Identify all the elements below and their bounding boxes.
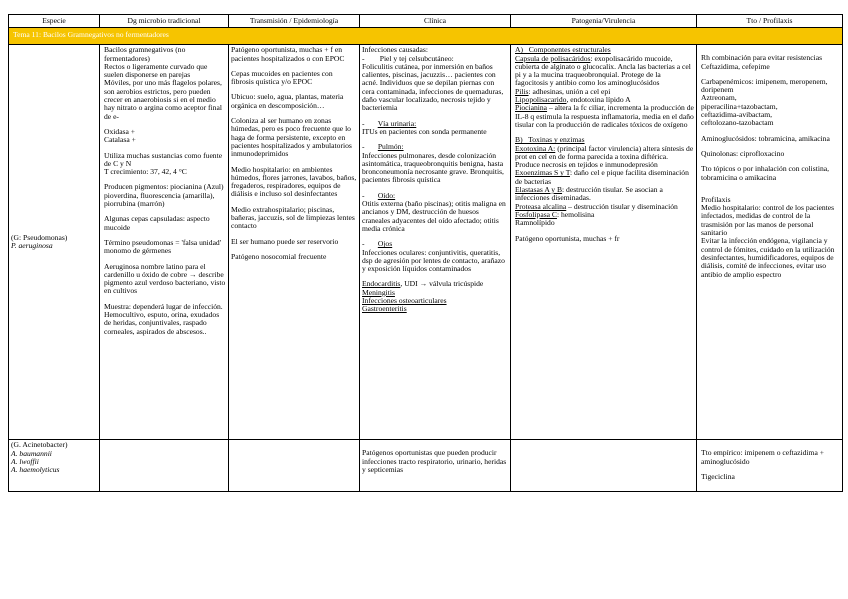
species-genus: (G: Pseudomonas): [11, 233, 68, 242]
tto-line: Medio hospitalario: control de los pacientes infectados, medidas de control de la trasmisión por las manos de personal sanitario: [701, 203, 836, 238]
pat-pilis-label: Pilis: [515, 86, 529, 96]
clin-oido: Otitis externa (baño piscinas); otitis maligna en ancianos y DM, destrucción de huesos craneales adyacentes del oído afectado; otitis media crónica: [362, 199, 508, 233]
pat-prot: – destrucción tisular y diseminación: [566, 201, 678, 211]
patogenia-cell: [511, 45, 697, 440]
pat-capsula: : exopolisacárido mucoide, cubierta de alginato o glucocalix. Ancla las bacterias a cel pi y a la mucina traqueobronquial. Protege de la fagocitosis y antibio como los aminoglucósidos: [515, 53, 693, 88]
species-cell: [9, 45, 100, 440]
clin-via-heading: - Vía urinaria:: [362, 118, 417, 128]
dg-line: Oxidasa +: [104, 126, 136, 136]
clin-osteo: Infecciones osteoarticulares: [362, 296, 447, 306]
trans-cell: [229, 45, 360, 440]
clin-endo-rest: , UDI → válvula tricúspide: [400, 279, 484, 289]
pat-exoS-line: [515, 169, 694, 186]
topic-title: Tema 11: Bacilos Gramnegativos no fermentadores: [9, 28, 843, 45]
header-clinica: Clínica: [360, 15, 511, 28]
pat-pio-line: [515, 104, 694, 129]
pat-elast-label: Elastasas A y B: [515, 185, 563, 195]
dg-text: [104, 46, 226, 336]
clin-men: Meningitis: [362, 287, 395, 297]
clin-pulm-label: Pulmón:: [377, 142, 404, 152]
trans-text: [231, 46, 357, 261]
clin-oido-heading: - Oído:: [362, 190, 396, 200]
table-row: [9, 45, 843, 440]
pat-end: Patógeno oportunista, muchas + fr: [515, 233, 620, 243]
clin-pulm-heading: - Pulmón:: [362, 142, 404, 152]
topic-row: [9, 28, 843, 45]
clin-ojos-heading: - Ojos: [362, 239, 393, 249]
pat-exoS: : daño cel e pique facilita diseminación de bacterias: [515, 168, 691, 186]
clin-via-label: Vía urinaria:: [377, 118, 417, 128]
trans-cell-2: [229, 440, 360, 492]
pat-exoS-label: Exoenzimas S y T: [515, 168, 570, 178]
pat-capsula-label: Capsula de polisacáridos: [515, 53, 591, 63]
trans-line: Patógeno oportunista, muchas + f en pacientes hospitalizados o con EPOC: [231, 45, 345, 63]
clin-oido-label: Oído:: [377, 190, 396, 200]
pat-exoA: (principal factor virulencia) altera síntesis de prot en cel en de forma parecida a toxina diftérica. Produce necrosis en tejidos e inmunodepresión: [515, 143, 696, 170]
clin-piel: Foliculitis cutánea, por inmersión en baños calientes, piscinas, jacuzzis… pacientes con acné. Individuos que se depilan piernas con cera contaminada, infecciones de quemaduras, daño vascular localizado, necrosis tejido y bacteriemia: [362, 61, 506, 113]
tto-line: Quinolonas: ciprofloxacino: [701, 148, 785, 158]
tto-line: ceftazidima-avibactam,: [701, 110, 773, 120]
pat-pilis: : adhesinas, unión a cel epi: [528, 86, 611, 96]
tto2-line: Tto empírico: imipenem o ceftazidima + aminoglucósido: [701, 448, 826, 466]
tto-line: Tto tópicos o por inhalación con colistina, tobramicina o amikacina: [701, 164, 831, 182]
clin-piel-heading: - Piel y tej celsubcutáneo:: [362, 53, 454, 63]
dg-cell-2: [100, 440, 229, 492]
dg-line: Algunas cepas capsuladas: aspecto mucoide: [104, 214, 212, 232]
trans-line: El ser humano puede ser reservorio: [231, 236, 339, 246]
dg-line: T crecimiento: 37, 42, 4 °C: [104, 167, 187, 177]
tto-text: [701, 54, 840, 279]
tto-line: Carbapenémicos: imipenem, meropenem, doripenem: [701, 76, 830, 95]
pat-capsula-line: [515, 55, 694, 88]
dg-cell: [100, 45, 229, 440]
tto-line: Rh combinación para evitar resistencias: [701, 53, 823, 63]
pat-b-title: B) Toxinas y enzimas: [515, 135, 585, 145]
dg-line: Rectos o ligeramente curvado que suelen disponerse en parejas: [104, 61, 210, 80]
tto-line: Profilaxis: [701, 194, 731, 204]
species-name-2a: A. baumannii: [11, 448, 52, 458]
pat-fosf-label: Fosfolipasa C: [515, 209, 557, 219]
dg-line: Bacilos gramnegativos (no fermentadores): [104, 45, 188, 63]
trans-line: Medio extrahospitalario; piscinas, bañeras, jaccuzis, sol de limpiezas lentes contacto: [231, 204, 357, 231]
species-name-2c: A. haemolyticus: [11, 465, 60, 475]
clin-2: Patógenos oportunistas que pueden producir infecciones tracto respiratorio, urinario, heridas y septicemias: [362, 448, 509, 474]
clinica-cell: [360, 45, 511, 440]
clin-ojos-label: Ojos: [377, 239, 393, 249]
dg-line: Utiliza muchas sustancias como fuente de C y N: [104, 150, 224, 168]
document-page: [8, 14, 842, 492]
header-row: [9, 15, 843, 28]
tto-line: [701, 182, 840, 189]
header-tto: Tto / Profilaxis: [697, 15, 843, 28]
tto-line: Evitar la infección endógena, vigilancia y control de fómites, cuidado en la utilización desinfectantes, humidificadores, equipos de diálisis, comité de infecciones, evitar uso antibio de amplio espectro: [701, 236, 837, 279]
pat-a-title: A) Componentes estructurales: [515, 45, 611, 55]
patogenia-cell-2: [511, 440, 697, 492]
trans-line: Patógeno nosocomial frecuente: [231, 251, 327, 261]
species-cell-2: [9, 440, 100, 492]
tto-cell-2: [697, 440, 843, 492]
clin-endo: Endocarditis: [362, 279, 401, 289]
pat-prot-label: Proteasa alcalina: [515, 201, 567, 211]
dg-line: Producen pigmentos: piocianina (Azul) pioverdina, fluorescencia (amarilla), piorrubina (marrón): [104, 182, 226, 209]
clin-piel-label: Piel y tej celsubcutáneo:: [379, 53, 454, 63]
tto-line: piperacilina+tazobactam,: [701, 101, 778, 111]
header-patogenia: Patogenia/Virulencia: [511, 15, 697, 28]
header-transmision: Transmisión / Epidemiología: [229, 15, 360, 28]
pat-elast-line: [515, 186, 694, 203]
header-especie: Especie: [9, 15, 100, 28]
trans-line: Medio hospitalario: en ambientes húmedos, flores jarrones, lavabos, baños, fregaderos, respiradores, equipos de diálisis e incluso sol desinfectantes: [231, 164, 359, 199]
clin-pulm: Infecciones pulmonares, desde colonización asintomática, traqueobronquitis benigna, hasta bronconeumonía necrosante grave. Bronquitis, pacientes fibrosis quística: [362, 150, 506, 185]
tto-line: Ceftazidima, cefepime: [701, 61, 770, 71]
species-name: P. aeruginosa: [11, 241, 53, 251]
pat-pio-label: Piocianina: [515, 103, 548, 113]
clin-ojos: Infecciones oculares: conjuntivitis, queratitis, dsp de agresión por lentes de contacto, arañazo y exposición líquidos contaminados: [362, 247, 507, 274]
pat-fosf: : hemolisina: [556, 209, 595, 219]
pat-lps: , endotoxina lípido A: [566, 95, 631, 105]
trans-line: Coloniza al ser humano en zonas húmedas, pero es poco frecuente que lo haga de forma persistente, excepto en pacientes hospitalizados y ambulatorios inmunodeprimidos: [231, 116, 354, 159]
dg-line: Móviles, por uno más flagelos polares, son aerobios estrictos, pero pueden crecer en anaerobiosis si en el medio hay nitrato o argina como aceptor final de e-: [104, 78, 224, 121]
dg-line: Muestra: dependerá lugar de infección. Hemocultivo, esputo, orina, exudados de heridas, conjuntivales, raspado corneales, aspirados de abscesos..: [104, 301, 225, 336]
tto-line: ceftolozano-tazobactam: [701, 118, 774, 128]
pathogen-table: [8, 14, 843, 492]
pat-elast: : destrucción tisular. Se asocian a infecciones diseminadas.: [515, 185, 665, 203]
clinica-cell-2: [360, 440, 511, 492]
tto2-text: [701, 449, 840, 481]
tto-cell: [697, 45, 843, 440]
clin-via: ITUs en pacientes con sonda permanente: [362, 126, 487, 136]
tto-line: Aztreonam,: [701, 93, 737, 103]
table-row: [9, 440, 843, 492]
clin-gastro: Gastroenteritis: [362, 304, 407, 314]
trans-line: Ubicuo: suelo, agua, plantas, materia orgánica en descomposición…: [231, 92, 346, 110]
pat-pio: – altera la fc ciliar, incrementa la producción de IL-8 q estimula la respuesta inflamatoria, media en el daño tisular con la producción de radicales tóxicos de oxígeno: [515, 103, 696, 129]
species-genus-2: (G. Acinetobacter): [11, 440, 68, 450]
pat-lps-label: Lipopolisacarido: [515, 95, 567, 105]
dg-line: Término pseudomonas = 'falsa unidad' monomo de gérmenes: [104, 237, 224, 256]
trans-line: Cepas mucoides en pacientes con fibrosis quística y/o EPOC: [231, 68, 335, 87]
species-name-2b: A. lwoffii: [11, 456, 39, 466]
tto2-line: Tigeciclina: [701, 471, 735, 481]
pat-exoA-label: Exotoxina A:: [515, 143, 556, 153]
dg-line: Catalasa +: [104, 135, 136, 145]
dg-line: Aeruginosa nombre latino para el cardenillo u óxido de cobre → describe pigmento azul verdoso bacteriano, visto en cultivos: [104, 261, 228, 296]
pat-ramno: Ramnolípido: [515, 218, 555, 228]
clin-intro: Infecciones causadas:: [362, 45, 428, 55]
header-dg: Dg microbio tradicional: [100, 15, 229, 28]
pat-exoA-line: [515, 145, 694, 170]
tto-line: Aminoglucósidos: tobramicina, amikacina: [701, 133, 830, 143]
